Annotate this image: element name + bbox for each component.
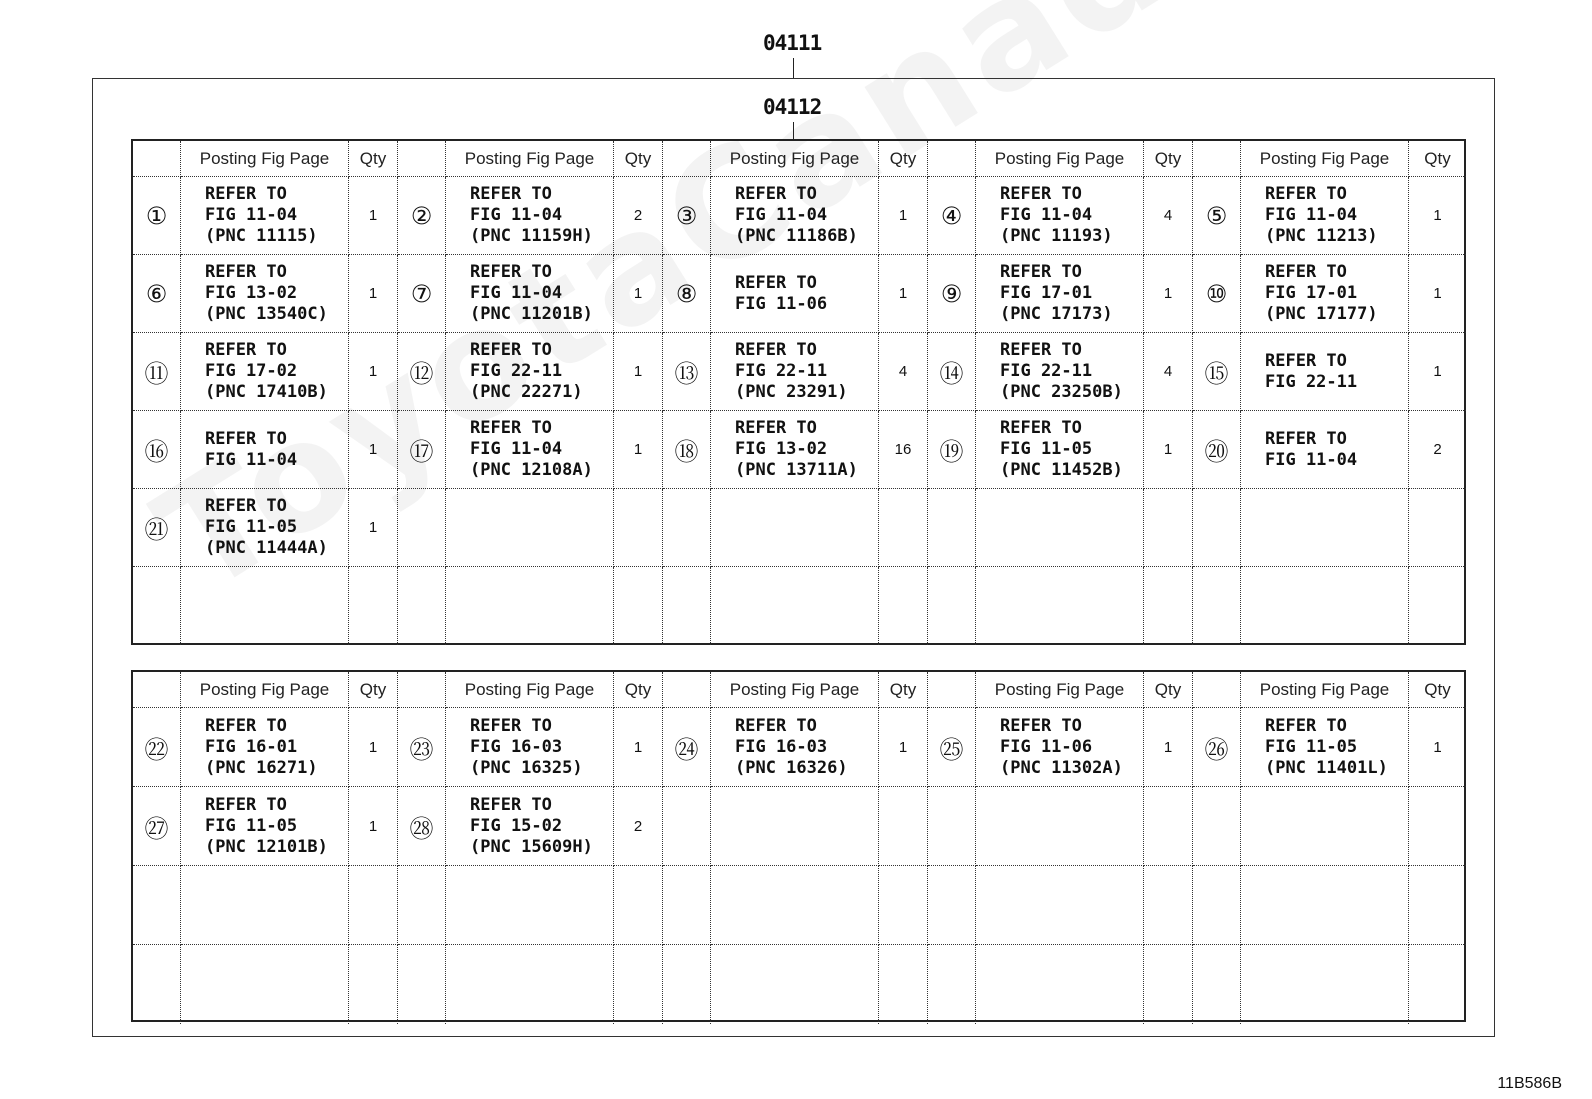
qty-value: 1 bbox=[879, 177, 928, 255]
callout-number: ⑨ bbox=[928, 255, 976, 333]
callout-number: ⑲ bbox=[928, 411, 976, 489]
callout-number: ③ bbox=[663, 177, 711, 255]
posting-fig-page-header: Posting Fig Page bbox=[181, 141, 349, 177]
refer-line: REFER TO bbox=[205, 428, 287, 449]
posting-fig-page-header: Posting Fig Page bbox=[446, 672, 614, 708]
posting-fig-page-header: Posting Fig Page bbox=[446, 141, 614, 177]
refer-line: REFER TO bbox=[735, 184, 817, 204]
empty-cell bbox=[879, 945, 928, 1024]
refer-line: (PNC 16271) bbox=[205, 757, 318, 778]
refer-to-cell bbox=[446, 333, 614, 411]
qty-value: 1 bbox=[1144, 255, 1193, 333]
qty-value: 1 bbox=[349, 787, 398, 866]
empty-cell bbox=[1144, 945, 1193, 1024]
refer-line: FIG 11-05 bbox=[205, 815, 298, 836]
empty-cell bbox=[614, 489, 663, 567]
refer-line: (PNC 16325) bbox=[470, 757, 583, 778]
empty-cell bbox=[1241, 866, 1409, 945]
refer-line: (PNC 12108A) bbox=[470, 460, 593, 480]
refer-line: FIG 17-02 bbox=[205, 361, 298, 381]
callout-number: ⑪ bbox=[133, 333, 181, 411]
qty-header: Qty bbox=[1144, 672, 1193, 708]
empty-cell bbox=[711, 866, 879, 945]
qty-header: Qty bbox=[349, 141, 398, 177]
refer-line: REFER TO bbox=[735, 418, 817, 438]
empty-cell bbox=[976, 567, 1144, 645]
qty-value: 1 bbox=[1409, 255, 1466, 333]
empty-cell bbox=[879, 489, 928, 567]
index-header-cell bbox=[663, 672, 711, 708]
qty-value: 4 bbox=[1144, 333, 1193, 411]
qty-header: Qty bbox=[879, 141, 928, 177]
refer-line: REFER TO bbox=[470, 715, 552, 736]
empty-cell bbox=[928, 489, 976, 567]
callout-number: ⑱ bbox=[663, 411, 711, 489]
empty-cell bbox=[663, 489, 711, 567]
qty-value: 2 bbox=[614, 787, 663, 866]
qty-value: 1 bbox=[349, 333, 398, 411]
refer-to-cell bbox=[181, 333, 349, 411]
refer-line: (PNC 12101B) bbox=[205, 836, 328, 857]
posting-fig-page-header: Posting Fig Page bbox=[1241, 141, 1409, 177]
refer-line: (PNC 17173) bbox=[1000, 304, 1113, 324]
callout-number: ⑫ bbox=[398, 333, 446, 411]
refer-line: FIG 11-04 bbox=[1265, 205, 1358, 225]
refer-line: REFER TO bbox=[1265, 184, 1347, 204]
empty-cell bbox=[446, 567, 614, 645]
empty-cell bbox=[711, 489, 879, 567]
refer-line: FIG 11-04 bbox=[1265, 449, 1358, 470]
callout-number: ㉕ bbox=[928, 708, 976, 787]
empty-cell bbox=[928, 787, 976, 866]
refer-line: FIG 13-02 bbox=[205, 283, 298, 303]
refer-to-cell bbox=[976, 708, 1144, 787]
refer-line: FIG 11-04 bbox=[470, 283, 563, 303]
empty-cell bbox=[1409, 787, 1466, 866]
callout-number: ⑮ bbox=[1193, 333, 1241, 411]
posting-fig-page-header: Posting Fig Page bbox=[1241, 672, 1409, 708]
empty-cell bbox=[711, 567, 879, 645]
refer-to-cell bbox=[711, 255, 879, 333]
refer-to-cell bbox=[976, 255, 1144, 333]
refer-line: FIG 17-01 bbox=[1000, 283, 1093, 303]
empty-cell bbox=[398, 945, 446, 1024]
refer-to-cell bbox=[976, 411, 1144, 489]
empty-cell bbox=[1241, 787, 1409, 866]
qty-header: Qty bbox=[1144, 141, 1193, 177]
empty-cell bbox=[976, 489, 1144, 567]
refer-to-cell bbox=[181, 708, 349, 787]
refer-to-cell bbox=[1241, 177, 1409, 255]
qty-value: 16 bbox=[879, 411, 928, 489]
qty-value: 1 bbox=[614, 708, 663, 787]
empty-cell bbox=[349, 866, 398, 945]
refer-to-cell bbox=[1241, 255, 1409, 333]
callout-number: ⑧ bbox=[663, 255, 711, 333]
callout-number: ⑦ bbox=[398, 255, 446, 333]
refer-line: REFER TO bbox=[205, 496, 287, 516]
refer-line: REFER TO bbox=[470, 184, 552, 204]
qty-value: 1 bbox=[1144, 411, 1193, 489]
empty-cell bbox=[398, 567, 446, 645]
refer-line: REFER TO bbox=[1265, 428, 1347, 449]
refer-line: (PNC 11452B) bbox=[1000, 460, 1123, 480]
refer-line: REFER TO bbox=[1000, 262, 1082, 282]
callout-number: ㉒ bbox=[133, 708, 181, 787]
qty-value: 1 bbox=[1144, 708, 1193, 787]
refer-to-cell bbox=[181, 411, 349, 489]
qty-value: 1 bbox=[879, 708, 928, 787]
refer-line: (PNC 17177) bbox=[1265, 304, 1378, 324]
qty-value: 1 bbox=[349, 255, 398, 333]
refer-line: FIG 11-04 bbox=[470, 439, 563, 459]
figure-code: 11B586B bbox=[1497, 1075, 1562, 1092]
posting-fig-page-header: Posting Fig Page bbox=[976, 672, 1144, 708]
qty-value: 4 bbox=[1144, 177, 1193, 255]
empty-cell bbox=[446, 945, 614, 1024]
empty-cell bbox=[181, 866, 349, 945]
empty-cell bbox=[1144, 489, 1193, 567]
empty-cell bbox=[976, 866, 1144, 945]
callout-number: ㉔ bbox=[663, 708, 711, 787]
empty-cell bbox=[1193, 567, 1241, 645]
refer-line: REFER TO bbox=[205, 262, 287, 282]
empty-cell bbox=[1409, 489, 1466, 567]
callout-number: ㉖ bbox=[1193, 708, 1241, 787]
index-header-cell bbox=[663, 141, 711, 177]
callout-number: ㉓ bbox=[398, 708, 446, 787]
empty-cell bbox=[1241, 567, 1409, 645]
refer-to-cell bbox=[446, 177, 614, 255]
refer-line: REFER TO bbox=[1265, 715, 1347, 736]
refer-line: FIG 22-11 bbox=[470, 361, 563, 381]
refer-line: FIG 16-03 bbox=[735, 736, 828, 757]
refer-to-cell bbox=[181, 489, 349, 567]
index-header-cell bbox=[1193, 672, 1241, 708]
refer-line: FIG 16-03 bbox=[470, 736, 563, 757]
refer-to-cell bbox=[446, 255, 614, 333]
index-header-cell bbox=[1193, 141, 1241, 177]
refer-line: FIG 11-05 bbox=[1265, 736, 1358, 757]
refer-line: REFER TO bbox=[470, 418, 552, 438]
refer-line: FIG 16-01 bbox=[205, 736, 298, 757]
empty-cell bbox=[133, 866, 181, 945]
refer-to-cell bbox=[446, 787, 614, 866]
callout-number: ⑤ bbox=[1193, 177, 1241, 255]
refer-line: (PNC 13540C) bbox=[205, 304, 328, 324]
empty-cell bbox=[349, 945, 398, 1024]
empty-cell bbox=[1241, 489, 1409, 567]
empty-cell bbox=[928, 866, 976, 945]
refer-to-cell bbox=[711, 333, 879, 411]
refer-line: (PNC 11302A) bbox=[1000, 757, 1123, 778]
refer-line: FIG 11-06 bbox=[1000, 736, 1093, 757]
refer-line: (PNC 11401L) bbox=[1265, 757, 1388, 778]
refer-line: REFER TO bbox=[1000, 340, 1082, 360]
qty-value: 1 bbox=[614, 255, 663, 333]
qty-value: 1 bbox=[1409, 177, 1466, 255]
refer-line: FIG 22-11 bbox=[735, 361, 828, 381]
posting-fig-page-header: Posting Fig Page bbox=[711, 672, 879, 708]
empty-cell bbox=[928, 945, 976, 1024]
refer-line: FIG 11-05 bbox=[1000, 439, 1093, 459]
refer-line: (PNC 13711A) bbox=[735, 460, 858, 480]
empty-cell bbox=[879, 866, 928, 945]
empty-cell bbox=[1144, 787, 1193, 866]
qty-value: 2 bbox=[1409, 411, 1466, 489]
refer-to-cell bbox=[711, 708, 879, 787]
refer-line: FIG 22-11 bbox=[1265, 371, 1358, 392]
empty-cell bbox=[614, 866, 663, 945]
empty-cell bbox=[398, 866, 446, 945]
refer-line: (PNC 11201B) bbox=[470, 304, 593, 324]
empty-cell bbox=[1409, 866, 1466, 945]
leader-line-top bbox=[793, 58, 794, 78]
callout-number: ① bbox=[133, 177, 181, 255]
qty-header: Qty bbox=[1409, 141, 1466, 177]
callout-number: ㉘ bbox=[398, 787, 446, 866]
empty-cell bbox=[614, 567, 663, 645]
refer-line: FIG 11-04 bbox=[470, 205, 563, 225]
empty-cell bbox=[1193, 945, 1241, 1024]
refer-line: (PNC 16326) bbox=[735, 757, 848, 778]
empty-cell bbox=[133, 567, 181, 645]
refer-to-cell bbox=[446, 411, 614, 489]
refer-line: REFER TO bbox=[470, 340, 552, 360]
empty-cell bbox=[1144, 866, 1193, 945]
refer-to-cell bbox=[711, 411, 879, 489]
qty-header: Qty bbox=[879, 672, 928, 708]
refer-line: (PNC 15609H) bbox=[470, 836, 593, 857]
qty-header: Qty bbox=[1409, 672, 1466, 708]
refer-to-cell bbox=[181, 787, 349, 866]
empty-cell bbox=[1241, 945, 1409, 1024]
refer-line: (PNC 23250B) bbox=[1000, 382, 1123, 402]
refer-line: REFER TO bbox=[205, 184, 287, 204]
refer-line: REFER TO bbox=[1000, 418, 1082, 438]
empty-cell bbox=[398, 489, 446, 567]
empty-cell bbox=[663, 945, 711, 1024]
refer-line: (PNC 23291) bbox=[735, 382, 848, 402]
reference-table-1 bbox=[131, 139, 1466, 645]
empty-cell bbox=[879, 787, 928, 866]
refer-line: REFER TO bbox=[735, 715, 817, 736]
refer-line: FIG 11-04 bbox=[1000, 205, 1093, 225]
empty-cell bbox=[663, 866, 711, 945]
empty-cell bbox=[446, 866, 614, 945]
refer-line: REFER TO bbox=[1000, 184, 1082, 204]
qty-value: 1 bbox=[614, 333, 663, 411]
leader-line-inner bbox=[793, 122, 794, 139]
refer-to-cell bbox=[181, 177, 349, 255]
qty-value: 1 bbox=[614, 411, 663, 489]
qty-header: Qty bbox=[349, 672, 398, 708]
refer-line: (PNC 11159H) bbox=[470, 226, 593, 246]
empty-cell bbox=[1144, 567, 1193, 645]
refer-line: (PNC 11213) bbox=[1265, 226, 1378, 246]
callout-number: ⑳ bbox=[1193, 411, 1241, 489]
refer-line: FIG 11-05 bbox=[205, 517, 298, 537]
empty-cell bbox=[976, 787, 1144, 866]
empty-cell bbox=[133, 945, 181, 1024]
empty-cell bbox=[711, 945, 879, 1024]
callout-number: ⑰ bbox=[398, 411, 446, 489]
qty-value: 1 bbox=[349, 708, 398, 787]
refer-to-cell bbox=[1241, 708, 1409, 787]
refer-line: REFER TO bbox=[1265, 262, 1347, 282]
index-header-cell bbox=[133, 141, 181, 177]
empty-cell bbox=[1193, 787, 1241, 866]
refer-line: REFER TO bbox=[735, 340, 817, 360]
callout-number: ⑥ bbox=[133, 255, 181, 333]
posting-fig-page-header: Posting Fig Page bbox=[181, 672, 349, 708]
refer-to-cell bbox=[1241, 333, 1409, 411]
empty-cell bbox=[181, 945, 349, 1024]
empty-cell bbox=[446, 489, 614, 567]
refer-line: REFER TO bbox=[1265, 350, 1347, 371]
callout-number: ⑯ bbox=[133, 411, 181, 489]
empty-cell bbox=[663, 787, 711, 866]
posting-fig-page-header: Posting Fig Page bbox=[976, 141, 1144, 177]
refer-to-cell bbox=[1241, 411, 1409, 489]
index-header-cell bbox=[398, 141, 446, 177]
callout-number: ㉗ bbox=[133, 787, 181, 866]
empty-cell bbox=[663, 567, 711, 645]
refer-line: FIG 15-02 bbox=[470, 815, 563, 836]
index-header-cell bbox=[928, 672, 976, 708]
refer-line: REFER TO bbox=[205, 794, 287, 815]
empty-cell bbox=[928, 567, 976, 645]
index-header-cell bbox=[398, 672, 446, 708]
qty-header: Qty bbox=[614, 672, 663, 708]
refer-line: FIG 11-04 bbox=[205, 205, 298, 225]
empty-cell bbox=[1409, 945, 1466, 1024]
empty-cell bbox=[181, 567, 349, 645]
assembly-code-04112: 04112 bbox=[763, 95, 822, 119]
callout-number: ④ bbox=[928, 177, 976, 255]
refer-to-cell bbox=[446, 708, 614, 787]
callout-number: ② bbox=[398, 177, 446, 255]
qty-value: 4 bbox=[879, 333, 928, 411]
empty-cell bbox=[1193, 866, 1241, 945]
qty-value: 1 bbox=[349, 411, 398, 489]
refer-line: REFER TO bbox=[470, 794, 552, 815]
callout-number: ⑬ bbox=[663, 333, 711, 411]
refer-line: (PNC 11193) bbox=[1000, 226, 1113, 246]
empty-cell bbox=[976, 945, 1144, 1024]
callout-number: ⑩ bbox=[1193, 255, 1241, 333]
empty-cell bbox=[1193, 489, 1241, 567]
refer-to-cell bbox=[976, 333, 1144, 411]
refer-line: FIG 11-04 bbox=[205, 449, 298, 470]
refer-line: REFER TO bbox=[735, 272, 817, 293]
posting-fig-page-header: Posting Fig Page bbox=[711, 141, 879, 177]
refer-line: FIG 11-04 bbox=[735, 205, 828, 225]
refer-line: REFER TO bbox=[205, 715, 287, 736]
refer-line: (PNC 11186B) bbox=[735, 226, 858, 246]
refer-line: REFER TO bbox=[205, 340, 287, 360]
refer-to-cell bbox=[976, 177, 1144, 255]
refer-line: (PNC 11115) bbox=[205, 226, 318, 246]
qty-value: 1 bbox=[1409, 333, 1466, 411]
qty-value: 2 bbox=[614, 177, 663, 255]
callout-number: ㉑ bbox=[133, 489, 181, 567]
refer-line: (PNC 22271) bbox=[470, 382, 583, 402]
empty-cell bbox=[1409, 567, 1466, 645]
refer-line: FIG 13-02 bbox=[735, 439, 828, 459]
refer-line: FIG 11-06 bbox=[735, 293, 828, 314]
empty-cell bbox=[879, 567, 928, 645]
refer-line: (PNC 11444A) bbox=[205, 538, 328, 558]
qty-header: Qty bbox=[614, 141, 663, 177]
index-header-cell bbox=[928, 141, 976, 177]
qty-value: 1 bbox=[349, 177, 398, 255]
refer-line: FIG 22-11 bbox=[1000, 361, 1093, 381]
empty-cell bbox=[711, 787, 879, 866]
refer-line: REFER TO bbox=[470, 262, 552, 282]
refer-to-cell bbox=[711, 177, 879, 255]
assembly-code-04111: 04111 bbox=[763, 31, 822, 55]
refer-line: FIG 17-01 bbox=[1265, 283, 1358, 303]
empty-cell bbox=[614, 945, 663, 1024]
refer-line: REFER TO bbox=[1000, 715, 1082, 736]
reference-table-2 bbox=[131, 670, 1466, 1022]
qty-value: 1 bbox=[1409, 708, 1466, 787]
refer-to-cell bbox=[181, 255, 349, 333]
qty-value: 1 bbox=[349, 489, 398, 567]
qty-value: 1 bbox=[879, 255, 928, 333]
empty-cell bbox=[349, 567, 398, 645]
refer-line: (PNC 17410B) bbox=[205, 382, 328, 402]
callout-number: ⑭ bbox=[928, 333, 976, 411]
index-header-cell bbox=[133, 672, 181, 708]
